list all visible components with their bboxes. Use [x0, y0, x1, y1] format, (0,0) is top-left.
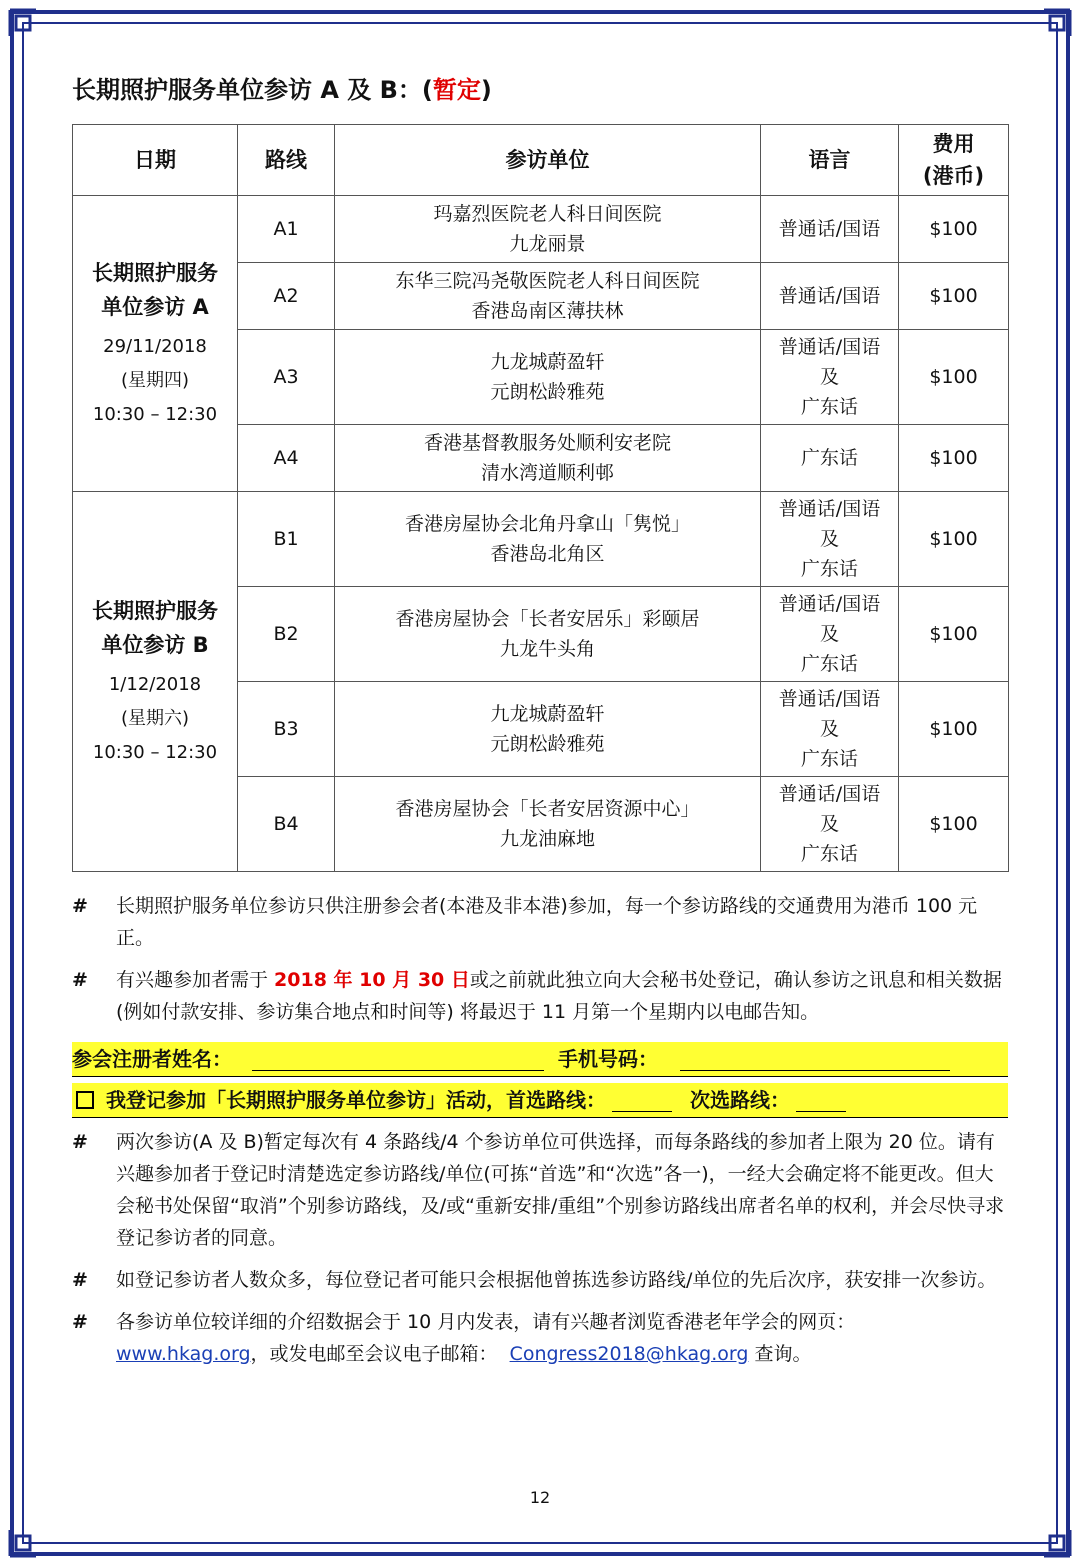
language-cell	[761, 330, 899, 425]
unit-line-1: 玛嘉烈医院老人科日间医院	[433, 203, 662, 225]
second-choice-label: 次选路线：	[690, 1088, 790, 1112]
note-text-post: 或之前就此独立向大会秘书处登记，确认参访之讯息和相关数据(例如付款安排、参访集合地点和时间等) 将最迟于 11 月第一个星期内以电邮告知。	[116, 969, 1002, 1023]
language-line: 广东话	[800, 843, 858, 865]
fee-cell: $100	[899, 263, 1009, 330]
group-cell-b	[73, 492, 238, 872]
note-allocation	[72, 1264, 1008, 1296]
route-cell: A3	[238, 330, 335, 425]
group-meta	[77, 668, 233, 770]
note-eligibility	[72, 890, 1008, 954]
route-cell: A1	[238, 196, 335, 263]
language-line: 普通话/国语	[778, 336, 881, 358]
unit-line-1: 东华三院冯尧敬医院老人科日间医院	[395, 270, 700, 292]
visit-schedule-table	[72, 124, 1009, 872]
group-title-line1: 长期照护服务	[92, 260, 218, 285]
email-link[interactable]: Congress2018@hkag.org	[509, 1343, 749, 1365]
language-line: 普通话/国语	[778, 218, 881, 240]
units-cell	[335, 587, 761, 682]
language-cell	[761, 196, 899, 263]
table-header-row	[73, 125, 1009, 196]
route-cell: B4	[238, 777, 335, 872]
fee-cell: $100	[899, 330, 1009, 425]
fee-cell: $100	[899, 196, 1009, 263]
registrant-name-label: 参会注册者姓名：	[72, 1047, 232, 1071]
language-line: 及	[819, 813, 839, 835]
website-link[interactable]: www.hkag.org	[116, 1343, 251, 1365]
language-cell	[761, 263, 899, 330]
language-line: 广东话	[800, 447, 858, 469]
note-bullet: #	[72, 1269, 88, 1291]
fee-cell: $100	[899, 777, 1009, 872]
units-cell	[335, 196, 761, 263]
group-weekday: (星期六)	[120, 707, 190, 729]
units-cell	[335, 263, 761, 330]
unit-line-1: 香港基督教服务处顺利安老院	[423, 432, 671, 454]
corner-ornament-icon	[8, 1528, 38, 1558]
fee-cell: $100	[899, 587, 1009, 682]
header-route: 路线	[238, 125, 335, 196]
group-time: 10:30 – 12:30	[92, 403, 218, 425]
unit-line-2: 香港岛南区薄扶林	[471, 300, 624, 322]
note-text: 长期照护服务单位参访只供注册参会者(本港及非本港)参加，每一个参访路线的交通费用为港币 100 元正。	[116, 895, 978, 949]
note-bullet: #	[72, 895, 88, 917]
language-line: 广东话	[800, 396, 858, 418]
language-cell	[761, 777, 899, 872]
note-more-info	[72, 1306, 1008, 1370]
note-route-limits	[72, 1126, 1008, 1254]
group-meta	[77, 330, 233, 432]
language-line: 广东话	[800, 748, 858, 770]
note-text-post: 查询。	[748, 1343, 812, 1365]
deadline-date: 2018 年 10 月 30 日	[274, 969, 470, 991]
note-text	[116, 964, 1008, 1028]
route-cell: B3	[238, 682, 335, 777]
note-text: 两次参访(A 及 B)暂定每次有 4 条路线/4 个参访单位可供选择，而每条路线的参加者上限为 20 位。请有兴趣参加者于登记时清楚选定参访路线/单位(可拣“首选”和“次选”各一)，一经大会确定将不能更改。但大会秘书处保留“取消”个别参访路线，及/或“重新安排/重组”个别参访路线出席者名单的权利，并会尽快寻求登记参访者的同意。	[116, 1131, 1005, 1249]
register-text: 我登记参加「长期照护服务单位参访」活动，首选路线：	[106, 1088, 606, 1112]
table-row	[73, 492, 1009, 587]
fee-cell: $100	[899, 492, 1009, 587]
title-close: )	[480, 76, 492, 104]
unit-line-2: 元朗松龄雅苑	[490, 733, 605, 755]
registrant-name-field[interactable]	[252, 1048, 544, 1071]
language-line: 普通话/国语	[778, 285, 881, 307]
corner-ornament-icon	[1042, 1528, 1072, 1558]
header-fee-label: 费用	[932, 132, 975, 156]
corner-ornament-icon	[1042, 8, 1072, 38]
route-cell: B1	[238, 492, 335, 587]
title-tentative: 暂定	[432, 76, 481, 104]
header-language: 语言	[761, 125, 899, 196]
language-line: 及	[819, 366, 839, 388]
mobile-number-field[interactable]	[680, 1048, 950, 1071]
language-line: 普通话/国语	[778, 783, 881, 805]
group-cell-a	[73, 196, 238, 492]
units-cell	[335, 777, 761, 872]
page-title	[72, 70, 1008, 112]
route-cell: B2	[238, 587, 335, 682]
first-choice-route-field[interactable]	[612, 1089, 672, 1112]
corner-ornament-icon	[8, 8, 38, 38]
note-text-mid: ，或发电邮至会议电子邮箱：	[250, 1343, 498, 1365]
unit-line-2: 元朗松龄雅苑	[490, 381, 605, 403]
unit-line-1: 香港房屋协会「长者安居资源中心」	[395, 798, 700, 820]
header-fee-unit: (港币)	[922, 164, 985, 188]
note-bullet: #	[72, 969, 88, 991]
language-cell	[761, 587, 899, 682]
units-cell	[335, 330, 761, 425]
page-number: 12	[529, 1488, 551, 1507]
unit-line-2: 九龙油麻地	[499, 828, 595, 850]
unit-line-2: 九龙丽景	[509, 233, 586, 255]
unit-line-1: 香港房屋协会北角丹拿山「隽悦」	[404, 513, 690, 535]
group-time: 10:30 – 12:30	[92, 741, 218, 763]
note-text	[116, 1306, 1008, 1370]
group-date: 29/11/2018	[103, 335, 207, 357]
note-text-pre: 各参访单位较详细的介绍数据会于 10 月内发表，请有兴趣者浏览香港老年学会的网页：	[116, 1311, 856, 1333]
unit-line-1: 香港房屋协会「长者安居乐」彩颐居	[395, 608, 700, 630]
header-fee	[899, 125, 1009, 196]
group-title-line2: 单位参访 B	[101, 632, 209, 657]
route-selection-row	[72, 1083, 1008, 1118]
language-line: 广东话	[800, 558, 858, 580]
note-bullet: #	[72, 1311, 88, 1333]
language-line: 普通话/国语	[778, 593, 881, 615]
route-cell: A4	[238, 425, 335, 492]
route-cell: A2	[238, 263, 335, 330]
group-title-line2: 单位参访 A	[101, 294, 209, 319]
note-registration-deadline	[72, 964, 1008, 1028]
header-date: 日期	[73, 125, 238, 196]
language-cell	[761, 425, 899, 492]
title-text: 长期照护服务单位参访 A 及 B：(	[72, 76, 433, 104]
note-text: 如登记参访者人数众多，每位登记者可能只会根据他曾拣选参访路线/单位的先后次序，获安排一次参访。	[116, 1269, 997, 1291]
unit-line-2: 九龙牛头角	[499, 638, 595, 660]
registrant-info-row	[72, 1042, 1008, 1077]
unit-line-1: 九龙城蔚盈轩	[490, 351, 605, 373]
unit-line-2: 香港岛北角区	[490, 543, 605, 565]
units-cell	[335, 492, 761, 587]
note-text-pre: 有兴趣参加者需于	[116, 969, 275, 991]
fee-cell: $100	[899, 425, 1009, 492]
language-line: 普通话/国语	[778, 498, 881, 520]
header-units: 参访单位	[335, 125, 761, 196]
unit-line-2: 清水湾道顺利邨	[480, 462, 614, 484]
units-cell	[335, 425, 761, 492]
language-line: 及	[819, 718, 839, 740]
fee-cell: $100	[899, 682, 1009, 777]
table-row	[73, 196, 1009, 263]
language-cell	[761, 682, 899, 777]
language-line: 及	[819, 623, 839, 645]
note-bullet: #	[72, 1131, 88, 1153]
group-weekday: (星期四)	[120, 369, 190, 391]
language-line: 广东话	[800, 653, 858, 675]
register-checkbox[interactable]	[76, 1091, 94, 1109]
language-line: 及	[819, 528, 839, 550]
group-date: 1/12/2018	[108, 673, 202, 695]
language-cell	[761, 492, 899, 587]
language-line: 普通话/国语	[778, 688, 881, 710]
second-choice-route-field[interactable]	[796, 1089, 846, 1112]
group-title-line1: 长期照护服务	[92, 598, 218, 623]
unit-line-1: 九龙城蔚盈轩	[490, 703, 605, 725]
page-content	[72, 70, 1008, 1370]
units-cell	[335, 682, 761, 777]
mobile-number-label: 手机号码：	[558, 1047, 658, 1071]
